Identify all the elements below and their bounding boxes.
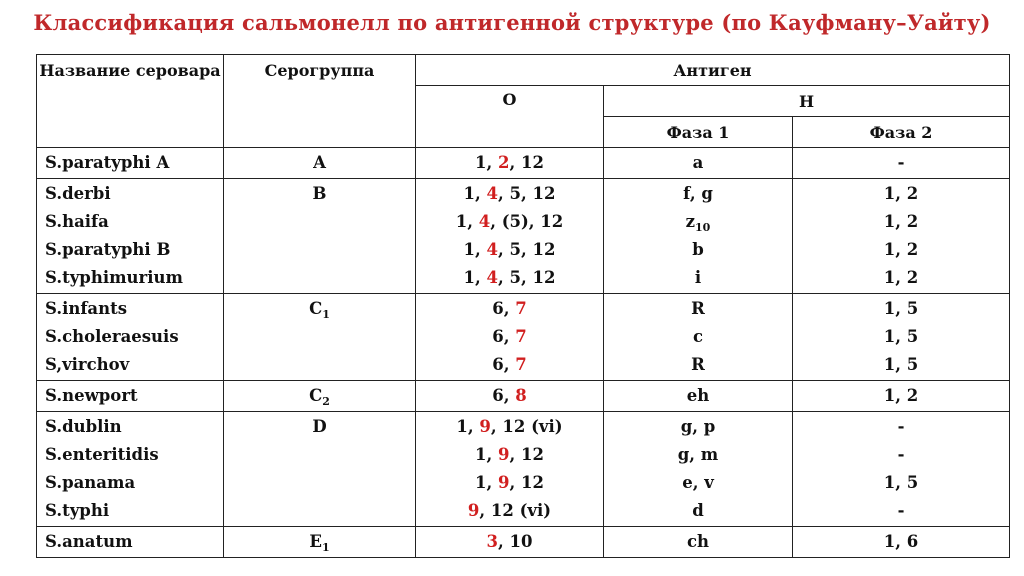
phase-2-value: 1, 5: [883, 355, 919, 374]
serogroup-letter: A: [313, 153, 326, 172]
serogroup-cell: [224, 412, 416, 527]
header-serogroup: Серогруппа: [224, 55, 416, 148]
phase-1-cell: [604, 294, 793, 381]
serovar-name: S.anatum: [45, 532, 133, 551]
phase-2-value: 1, 2: [883, 268, 919, 287]
phase-1-main: e, v: [682, 473, 714, 492]
serovar-name: S.typhi: [45, 501, 110, 520]
phase-2-value: 1, 2: [883, 386, 919, 405]
o-antigen-pre: 1,: [475, 473, 499, 492]
phase-2-value: -: [897, 501, 905, 520]
o-antigen-cell: [416, 381, 604, 412]
o-antigen-pre: 1,: [463, 240, 487, 259]
phase-1-main: d: [692, 501, 704, 520]
header-serovar-name: Название серовара: [37, 55, 224, 148]
phase-1-subscript: 10: [695, 221, 711, 234]
o-antigen-cell: [416, 527, 604, 558]
serogroup-letter: B: [312, 184, 327, 203]
phase-2-value: 1, 2: [883, 184, 919, 203]
phase-1-main: z: [685, 212, 696, 231]
serovar-name: S.dublin: [45, 417, 122, 436]
o-antigen-cell: [416, 179, 604, 294]
phase-1-main: b: [692, 240, 704, 259]
o-antigen-post: , 10: [498, 532, 533, 551]
o-antigen-post: , 5, 12: [498, 268, 556, 287]
phase-1-main: R: [691, 299, 705, 318]
o-antigen-pre: 6,: [492, 355, 516, 374]
serogroup-label: [224, 528, 415, 556]
phase-1-value: [604, 351, 792, 379]
phase-1-cell: [604, 179, 793, 294]
o-antigen-pre: 1,: [455, 212, 479, 231]
serogroup-cell: [224, 294, 416, 381]
o-antigen-cell: [416, 412, 604, 527]
o-antigen-key-factor: 9: [498, 445, 510, 464]
o-antigen-key-factor: 7: [515, 355, 527, 374]
serogroup-letter: D: [312, 417, 327, 436]
o-antigen-cell: [416, 148, 604, 179]
o-antigen-key-factor: 7: [515, 299, 527, 318]
o-antigen-key-factor: 4: [478, 212, 491, 231]
phase-1-value: [604, 236, 792, 264]
o-antigen-value: [416, 264, 603, 292]
serovar-name: S.choleraesuis: [45, 327, 179, 346]
o-antigen-post: , 12: [509, 153, 544, 172]
serogroup-label: [224, 382, 415, 410]
phase-2-value: 1, 6: [883, 532, 919, 551]
serovar-name: S.enteritidis: [45, 445, 159, 464]
serovar-names-cell: [37, 294, 224, 381]
o-antigen-cell: [416, 294, 604, 381]
serogroup-cell: [224, 148, 416, 179]
o-antigen-key-factor: 4: [486, 268, 499, 287]
serogroup-letter: C: [309, 386, 323, 405]
o-antigen-pre: 6,: [492, 327, 516, 346]
serovar-name: S.haifa: [45, 212, 109, 231]
phase-1-value: [604, 208, 792, 236]
o-antigen-post: , 12: [509, 445, 544, 464]
o-antigen-post: , 5, 12: [498, 240, 556, 259]
phase-1-main: i: [694, 268, 702, 287]
phase-1-cell: [604, 412, 793, 527]
o-antigen-value: [416, 323, 603, 351]
phase-2-cell: [793, 148, 1010, 179]
o-antigen-pre: 1,: [456, 417, 480, 436]
o-antigen-pre: 6,: [492, 299, 516, 318]
o-antigen-key-factor: 9: [498, 473, 510, 492]
phase-1-main: R: [691, 355, 705, 374]
serogroup-row: [37, 412, 1010, 527]
phase-1-value: [604, 323, 792, 351]
o-antigen-pre: 1,: [475, 153, 499, 172]
o-antigen-pre: 1,: [463, 184, 487, 203]
phase-1-value: [604, 441, 792, 469]
serogroup-cell: [224, 527, 416, 558]
o-antigen-value: [416, 351, 603, 379]
phase-2-value: 1, 2: [883, 240, 919, 259]
phase-1-main: c: [692, 327, 704, 346]
o-antigen-post: , 12 (vi): [479, 501, 552, 520]
serogroup-subscript: 1: [322, 308, 330, 321]
phase-1-value: [604, 295, 792, 323]
phase-2-value: 1, 5: [883, 299, 919, 318]
phase-2-cell: [793, 294, 1010, 381]
header-h-antigen: Н: [604, 86, 1010, 117]
classification-table: [36, 54, 1010, 558]
phase-2-value: -: [897, 445, 905, 464]
o-antigen-key-factor: 7: [515, 327, 527, 346]
o-antigen-value: [416, 441, 603, 469]
serogroup-subscript: 1: [321, 541, 330, 554]
phase-2-value: -: [897, 417, 905, 436]
phase-1-value: [604, 528, 792, 556]
serovar-name: S.panama: [45, 473, 136, 492]
o-antigen-value: [416, 382, 603, 410]
o-antigen-post: , 12: [509, 473, 544, 492]
phase-2-cell: [793, 412, 1010, 527]
phase-2-cell: [793, 179, 1010, 294]
serovar-names-cell: [37, 381, 224, 412]
phase-1-main: g, m: [677, 445, 719, 464]
phase-1-value: [604, 497, 792, 525]
phase-2-cell: [793, 527, 1010, 558]
o-antigen-pre: 6,: [492, 386, 516, 405]
serovar-name: S.paratyphi B: [45, 240, 171, 259]
o-antigen-value: [416, 497, 603, 525]
phase-1-cell: [604, 381, 793, 412]
serovar-name: S.infants: [45, 299, 128, 318]
phase-1-cell: [604, 527, 793, 558]
phase-1-main: ch: [686, 532, 710, 551]
serovar-name: S.typhimurium: [45, 268, 183, 287]
o-antigen-post: , 5, 12: [498, 184, 556, 203]
serogroup-letter: E: [309, 532, 322, 551]
phase-1-cell: [604, 148, 793, 179]
header-phase-1: Фаза 1: [604, 117, 793, 148]
header-o-antigen: О: [416, 86, 604, 148]
serogroup-label: [224, 295, 415, 323]
o-antigen-key-factor: 9: [467, 501, 480, 520]
serovar-names-cell: [37, 148, 224, 179]
phase-1-value: [604, 149, 792, 177]
serovar-name: S.derbi: [45, 184, 111, 203]
o-antigen-key-factor: 4: [486, 240, 499, 259]
phase-1-main: eh: [686, 386, 710, 405]
phase-2-value: -: [897, 153, 905, 172]
phase-1-value: [604, 180, 792, 208]
serogroup-subscript: 2: [322, 395, 330, 408]
o-antigen-post: , 12 (vi): [490, 417, 563, 436]
header-antigen: Антиген: [416, 55, 1010, 86]
serovar-names-cell: [37, 179, 224, 294]
o-antigen-value: [416, 149, 603, 177]
serovar-names-cell: [37, 412, 224, 527]
serogroup-row: [37, 148, 1010, 179]
phase-2-value: 1, 2: [883, 212, 919, 231]
serogroup-row: [37, 381, 1010, 412]
o-antigen-pre: 1,: [463, 268, 487, 287]
serovar-name: S.newport: [45, 386, 138, 405]
serovar-names-cell: [37, 527, 224, 558]
phase-1-value: [604, 413, 792, 441]
o-antigen-key-factor: 4: [486, 184, 499, 203]
header-phase-2: Фаза 2: [793, 117, 1010, 148]
phase-2-cell: [793, 381, 1010, 412]
o-antigen-value: [416, 469, 603, 497]
phase-2-value: 1, 5: [883, 473, 919, 492]
o-antigen-value: [416, 208, 603, 236]
serogroup-cell: [224, 179, 416, 294]
serogroup-label: [224, 413, 415, 441]
table-body: [37, 148, 1010, 558]
serovar-name: S,virchov: [45, 355, 130, 374]
phase-1-value: [604, 469, 792, 497]
serogroup-label: [224, 180, 415, 208]
o-antigen-key-factor: 2: [498, 153, 510, 172]
serogroup-label: [224, 149, 415, 177]
serogroup-letter: C: [309, 299, 323, 318]
phase-1-value: [604, 382, 792, 410]
o-antigen-value: [416, 180, 603, 208]
o-antigen-post: , (5), 12: [490, 212, 564, 231]
phase-1-main: a: [692, 153, 704, 172]
o-antigen-key-factor: 9: [479, 417, 491, 436]
o-antigen-key-factor: 8: [515, 386, 527, 405]
phase-1-main: f, g: [683, 184, 713, 203]
o-antigen-pre: 1,: [475, 445, 499, 464]
serogroup-row: [37, 294, 1010, 381]
o-antigen-key-factor: 3: [486, 532, 499, 551]
serogroup-row: [37, 179, 1010, 294]
o-antigen-value: [416, 236, 603, 264]
serogroup-row: [37, 527, 1010, 558]
o-antigen-value: [416, 528, 603, 556]
phase-2-value: 1, 5: [883, 327, 919, 346]
phase-1-value: [604, 264, 792, 292]
page-title: Классификация сальмонелл по антигенной структуре (по Кауфману–Уайту): [33, 10, 991, 35]
serogroup-cell: [224, 381, 416, 412]
o-antigen-value: [416, 295, 603, 323]
serovar-name: S.paratyphi A: [45, 153, 170, 172]
phase-1-main: g, p: [680, 417, 716, 436]
o-antigen-value: [416, 413, 603, 441]
